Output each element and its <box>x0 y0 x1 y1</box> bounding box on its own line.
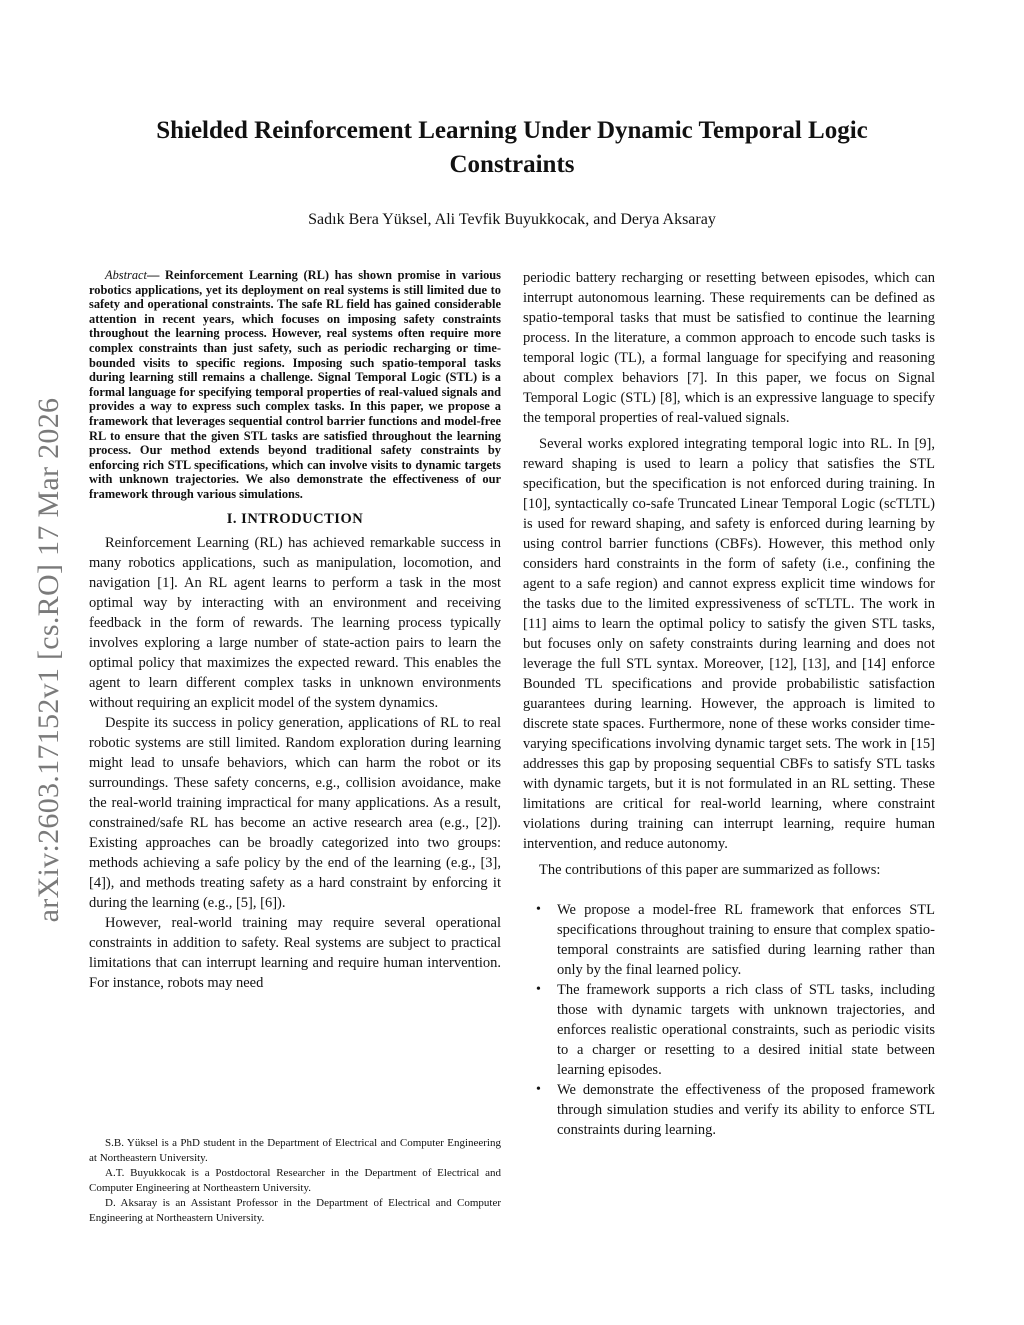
list-item <box>523 1080 935 1140</box>
list-item <box>523 900 935 980</box>
bullet-icon: • <box>536 902 541 917</box>
footnote-1: S.B. Yüksel is a PhD student in the Department of Electrical and Computer Engineering at Northeastern University. <box>89 1137 501 1164</box>
arxiv-identifier: arXiv:2603.17152v1 [cs.RO] 17 Mar 2026 <box>32 397 65 923</box>
contribution-text: The framework supports a rich class of STL tasks, including those with dynamic targets with unknown trajectories, and enforces realistic operational constraints, such as periodic visits to a charger or resetting to a desired initial state between learning episodes. <box>557 982 935 1078</box>
bullet-icon: • <box>536 1082 541 1097</box>
left-column <box>89 268 501 993</box>
intro-paragraph-4: Several works explored integrating temporal logic into RL. In [9], reward shaping is used to learn a policy that satisfies the STL specification, but the specification is not enforced during training. In [10], syntactically co-safe Truncated Linear Temporal Logic (scTLTL) is used for reward shaping, and safety is enforced during learning by using control barrier functions (CBFs). However, this method only considers hard constraints in the form of safety (i.e., confining the agent to a safe region) and cannot express explicit time windows for the tasks due to the limited expressiveness of scTLTL. The work in [11] aims to learn the optimal policy to satisfy the given STL tasks, but focuses only on safety constraints during learning and does not leverage the full STL syntax. Moreover, [12], [13], and [14] enforce Bounded TL specifications and provide probabilistic satisfaction guarantees during learning. However, the approach is limited to discrete state spaces. Furthermore, none of these works consider time-varying specifications involving dynamic target sets. The work in [15] addresses this gap by proposing sequential CBFs to satisfy STL tasks with dynamic targets, but it is not formulated in an RL setting. These limitations are critical for real-world learning, where constraint violations during training can interrupt learning, require human intervention, and reduce autonomy. <box>523 436 935 852</box>
intro-paragraph-1: Reinforcement Learning (RL) has achieved remarkable success in many robotics applications, such as manipulation, locomotion, and navigation [1]. An RL agent learns to perform a task in the most optimal way by interacting with an environment and receiving feedback in the form of rewards. The learning process typically involves exploring a large number of state-action pairs to learn the optimal policy that maximizes the expected reward. This enables the agent to learn different complex tasks in unknown environments without requiring an explicit model of the system dynamics. <box>89 534 501 711</box>
contribution-text: We propose a model-free RL framework that enforces STL specifications throughout training to ensure that complex spatio-temporal constraints are satisfied during learning rather than only by the final learned policy. <box>557 902 935 978</box>
author-list: Sadık Bera Yüksel, Ali Tevfik Buyukkocak, and Derya Aksaray <box>308 211 716 228</box>
intro-paragraph-5: The contributions of this paper are summarized as follows: <box>539 862 881 878</box>
intro-paragraph-3: However, real-world training may require several operational constraints in addition to safety. Real systems are subject to practical limitations that can interrupt learning and require human intervention. For instance, robots may need <box>89 914 501 991</box>
right-column <box>523 268 935 1140</box>
footnotes <box>89 1136 501 1226</box>
intro-paragraph-2: Despite its success in policy generation, applications of RL to real robotic systems are still limited. Random exploration during learning might lead to unsafe behaviors, which can harm the robot or its surroundings. These safety concerns, e.g., collision avoidance, make the real-world training impractical for many applications. As a result, constrained/safe RL has become an active research area (e.g., [2]). Existing approaches can be broadly categorized into two groups: methods achieving a safe policy by the end of the learning (e.g., [3], [4]), and methods treating safety as a hard constraint by enforcing it during the learning (e.g., [5], [6]). <box>89 714 501 911</box>
abstract-label: Abstract <box>105 268 147 282</box>
abstract <box>89 268 501 502</box>
list-item <box>523 980 935 1080</box>
section-heading-introduction: I. INTRODUCTION <box>226 510 364 527</box>
contribution-text: We demonstrate the effectiveness of the proposed framework through simulation studies and verify its ability to enforce STL constraints during learning. <box>557 1082 935 1138</box>
footnote-2: A.T. Buyukkocak is a Postdoctoral Researcher in the Department of Electrical and Computer Engineering at Northeastern University. <box>89 1167 501 1194</box>
bullet-icon: • <box>536 982 541 997</box>
footnote-3: D. Aksaray is an Assistant Professor in the Department of Electrical and Computer Engineering at Northeastern University. <box>89 1197 501 1224</box>
paper-title: Shielded Reinforcement Learning Under Dynamic Temporal Logic Constraints <box>156 117 868 178</box>
abstract-text: — Reinforcement Learning (RL) has shown promise in various robotics applications, yet its deployment on real systems is still limited due to safety and operational constraints. The safe RL field has gained considerable attention in recent years, which focuses on imposing safety constraints throughout the learning process. However, real systems often require more complex constraints than just safety, such as periodic recharging or time-bounded visits to specific regions. Imposing such spatio-temporal tasks during learning still remains a challenge. Signal Temporal Logic (STL) is a formal language for specifying temporal properties of real-valued signals and provides a way to express such complex tasks. In this paper, we propose a framework that leverages sequential control barrier functions and model-free RL to ensure that the given STL tasks are satisfied throughout the learning process. Our method extends beyond traditional safety constraints by enforcing rich STL specifications, which can involve visits to dynamic targets with unknown trajectories. We also demonstrate the effectiveness of our framework through various simulations. <box>89 268 501 501</box>
contributions-list <box>523 900 935 1140</box>
intro-paragraph-3-continued: periodic battery recharging or resetting between episodes, which can interrupt autonomous learning. These requirements can be defined as spatio-temporal tasks that must be satisfied to continue the learning process. In the literature, a common approach to encode such tasks is temporal logic (TL), a formal language for specifying and reasoning about complex behaviors [7]. In this paper, we focus on Signal Temporal Logic (STL) [8], which is an expressive language to specify the temporal properties of real-valued signals. <box>523 270 935 426</box>
